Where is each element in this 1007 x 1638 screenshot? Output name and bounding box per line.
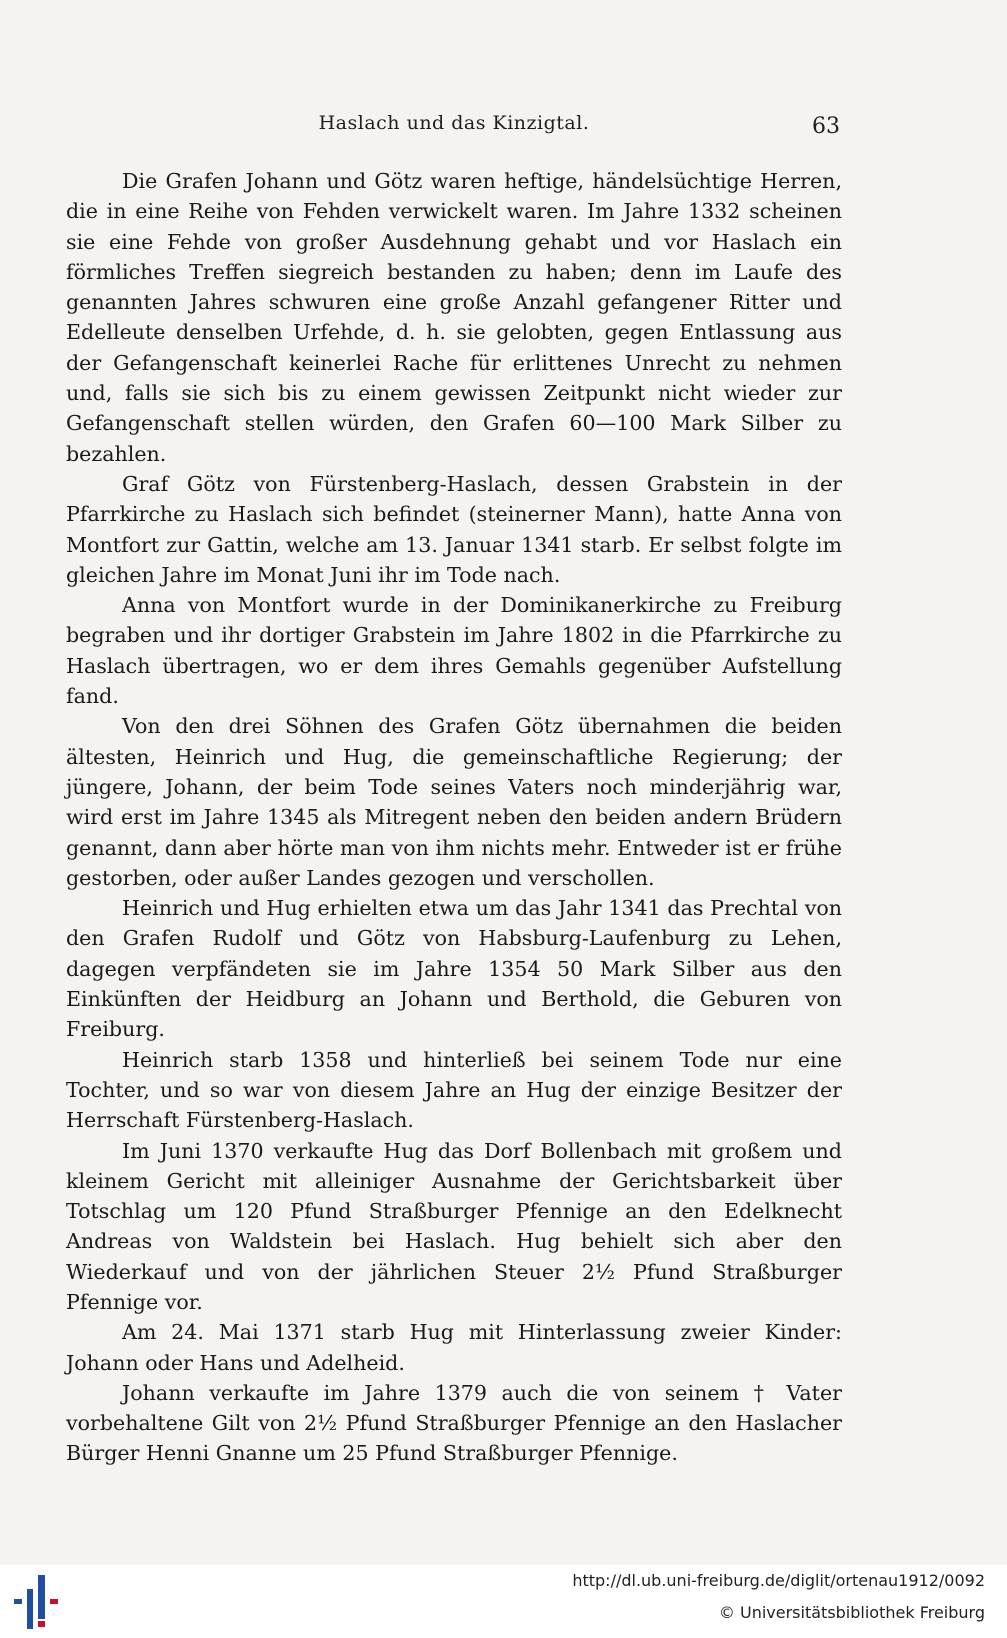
page-number: 63: [812, 114, 840, 139]
body-text: [66, 166, 842, 1469]
logo-bar: [38, 1621, 45, 1627]
ub-freiburg-logo-icon: [10, 1573, 66, 1631]
paragraph: Heinrich starb 1358 und hinterließ bei seinem Tode nur eine Tochter, und so war von diesem Jahre an Hug der einzige Besitzer der Herrschaft Fürstenberg-Haslach.: [66, 1047, 842, 1133]
logo-bar: [50, 1599, 58, 1604]
footer-url-link[interactable]: http://dl.ub.uni-freiburg.de/diglit/ortenau1912/0092: [572, 1571, 985, 1590]
paragraph: Heinrich und Hug erhielten etwa um das Jahr 1341 das Prechtal von den Grafen Rudolf und Götz von Habsburg-Laufenburg zu Lehen, dagegen verpfändeten sie im Jahre 1354 50 Mark Silber aus den Einkünften der Heidburg an Johann und Berthold, die Geburen von Freiburg.: [66, 896, 842, 1042]
paragraph: Anna von Montfort wurde in der Dominikanerkirche zu Freiburg begraben und ihr dortiger Grabstein im Jahre 1802 in die Pfarrkirche zu Haslach übertragen, wo er dem ihres Gemahls gegenüber Aufstellung fand.: [66, 593, 842, 709]
paragraph: Von den drei Söhnen des Grafen Götz übernahmen die beiden ältesten, Heinrich und Hug, die gemeinschaftliche Regierung; der jüngere, Johann, der beim Tode seines Vaters noch minderjährig war, wird erst im Jahre 1345 als Mitregent neben den beiden andern Brüdern genannt, dann aber hörte man von ihm nichts mehr. Entweder ist er frühe gestorben, oder außer Landes gezogen und verschollen.: [66, 714, 842, 890]
logo-bar: [27, 1589, 33, 1629]
running-head: [68, 108, 840, 148]
logo-bar: [38, 1575, 45, 1619]
running-title: Haslach und das Kinzigtal.: [318, 112, 590, 134]
footer-bar: [0, 1565, 1007, 1638]
logo-bar: [14, 1599, 22, 1604]
paragraph: Graf Götz von Fürstenberg-Haslach, dessen Grabstein in der Pfarrkirche zu Haslach sich befindet (steinerner Mann), hatte Anna von Montfort zur Gattin, welche am 13. Januar 1341 starb. Er selbst folgte im gleichen Jahre im Monat Juni ihr im Tode nach.: [66, 471, 842, 587]
paragraph: Am 24. Mai 1371 starb Hug mit Hinterlassung zweier Kinder: Johann oder Hans und Adelheid.: [66, 1320, 842, 1375]
paragraph: Im Juni 1370 verkaufte Hug das Dorf Bollenbach mit großem und kleinem Gericht mit alleiniger Ausnahme der Gerichtsbarkeit über Totschlag um 120 Pfund Straßburger Pfennige an den Edelknecht Andreas von Waldstein bei Haslach. Hug behielt sich aber den Wiederkauf und von der jährlichen Steuer 2½ Pfund Straßburger Pfennige vor.: [66, 1138, 842, 1314]
paragraph: Johann verkaufte im Jahre 1379 auch die von seinem † Vater vorbehaltene Gilt von 2½ Pfund Straßburger Pfennige an den Haslacher Bürger Henni Gnanne um 25 Pfund Straßburger Pfennige.: [66, 1380, 842, 1466]
paragraph: Die Grafen Johann und Götz waren heftige, händelsüchtige Herren, die in eine Reihe von Fehden verwickelt waren. Im Jahre 1332 scheinen sie eine Fehde von großer Ausdehnung gehabt und vor Haslach ein förmliches Treffen siegreich bestanden zu haben; denn im Laufe des genannten Jahres schwuren eine große Anzahl gefangener Ritter und Edelleute denselben Urfehde, d. h. sie gelobten, gegen Entlassung aus der Gefangenschaft keinerlei Rache für erlittenes Unrecht zu nehmen und, falls sie sich bis zu einem gewissen Zeitpunkt nicht wieder zur Gefangenschaft stellen würden, den Grafen 60—100 Mark Silber zu bezahlen.: [66, 169, 842, 466]
footer-copyright: © Universitätsbibliothek Freiburg: [718, 1603, 985, 1622]
